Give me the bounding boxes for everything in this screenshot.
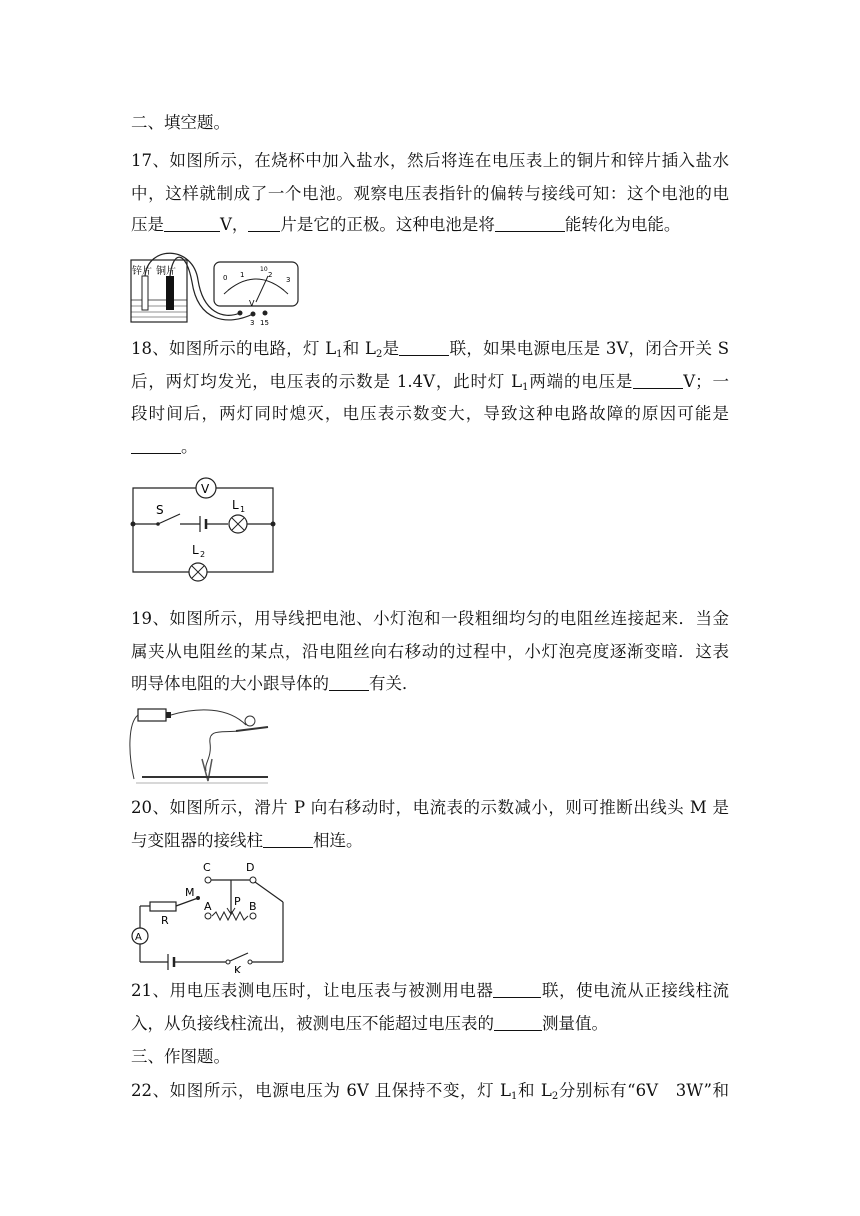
q18-blank-fault[interactable] — [131, 437, 181, 454]
voltmeter-label: V — [201, 482, 210, 496]
q20-line-2: 与变阻器的接线柱 相连。 — [131, 831, 363, 850]
q21-blank-range[interactable] — [494, 1014, 542, 1031]
switch-k-label: K — [234, 964, 242, 973]
q19-line-2: 属夹从电阻丝的某点，沿电阻丝向右移动的过程中，小灯泡亮度逐渐变暗．这表 — [131, 642, 729, 661]
terminal-c-label: C — [203, 861, 211, 874]
q20-line-1: 20、如图所示，滑片 P 向右移动时，电流表的示数减小，则可推断出线头 M 是 — [131, 798, 729, 817]
q17-line-2: 中，这样就制成了一个电池。观察电压表指针的偏转与接线可知：这个电池的电 — [131, 184, 729, 203]
q17-line-1: 17、如图所示，在烧杯中加入盐水，然后将连在电压表上的铜片和锌片插入盐水 — [131, 151, 729, 170]
q18-line-2: 后，两灯均发光，电压表的示数是 1.4V，此时灯 $L_1$两端的电压是 V；一 — [131, 372, 730, 393]
terminal-d-label: D — [246, 861, 255, 874]
q21-line-2: 入，从负接线柱流出，被测电压不能超过电压表的 测量值。 — [131, 1014, 608, 1033]
q19-resistance-wire-figure — [128, 703, 273, 785]
terminal-15-label: 15 — [260, 319, 269, 327]
meter-scale-3: 3 — [286, 276, 291, 284]
terminal-v-label: V — [249, 299, 255, 308]
terminal-3-label: 3 — [250, 319, 255, 327]
q18-blank-voltage[interactable] — [633, 372, 683, 389]
q21-blank-connection[interactable] — [493, 981, 541, 998]
lamp1-label: L — [232, 498, 239, 512]
q21-line-1: 21、用电压表测电压时，让电压表与被测用电器 联，使电流从正接线柱流 — [131, 981, 729, 1000]
q17-text: 压是 — [131, 215, 164, 234]
terminal-b-label: B — [249, 900, 257, 913]
meter-scale-0: 0 — [223, 274, 228, 282]
meter-scale-2: 2 — [268, 271, 273, 279]
meter-scale-1: 1 — [240, 271, 245, 279]
q17-blank-voltage[interactable] — [164, 215, 220, 232]
q17-blank-energy[interactable] — [495, 215, 565, 232]
q17-text: 能转化为电能。 — [564, 215, 681, 234]
meter-scale-outer-10: 10 — [260, 266, 268, 273]
q17-battery-voltmeter-figure — [128, 250, 303, 330]
ammeter-label: A — [135, 932, 142, 943]
switch-label: S — [156, 503, 164, 517]
q19-line-1: 19、如图所示，用导线把电池、小灯泡和一段粗细均匀的电阻丝连接起来．当金 — [131, 609, 729, 628]
resistor-r-label: R — [161, 914, 169, 927]
q18-circuit-figure — [128, 472, 278, 582]
q17-line-3 — [131, 214, 680, 236]
q17-text: 片是它的正极。这种电池是将 — [280, 215, 495, 234]
q18-line-1: 18、如图所示的电路，灯 $L_1$和 $L_2$是 联，如果电源电压是 3V，闭合开关 S — [131, 339, 730, 360]
q18-line-3: 段时间后，两灯同时熄灭，电压表示数变大，导致这种电路故障的原因可能是 — [131, 404, 729, 423]
section-title-drawing: 三、作图题。 — [131, 1047, 230, 1066]
lamp1-sub: 1 — [240, 505, 246, 514]
q17-blank-plate[interactable] — [248, 215, 280, 232]
q19-blank-factor[interactable] — [329, 674, 369, 691]
zinc-label: 锌片 — [132, 266, 152, 277]
q18-line-4: 。 — [131, 436, 198, 458]
lamp2-sub: 2 — [200, 550, 206, 559]
q18-blank-connection[interactable] — [399, 339, 449, 356]
terminal-a-label: A — [204, 900, 212, 913]
q19-line-3: 明导体电阻的大小跟导体的 有关． — [131, 674, 419, 693]
q22-line-1: 22、如图所示，电源电压为 6V 且保持不变，灯 $L_1$和 $L_2$分别标有“6V 3W”和 — [131, 1081, 729, 1102]
section-title-fill-in: 二、填空题。 — [131, 113, 230, 132]
lead-m-label: M — [185, 886, 195, 899]
q20-blank-terminal[interactable] — [263, 831, 313, 848]
lamp2-label: L — [192, 543, 199, 557]
copper-label: 铜片 — [156, 266, 176, 277]
q17-text: V， — [220, 215, 249, 234]
slider-p-label: P — [234, 895, 241, 908]
q20-rheostat-circuit-figure — [128, 858, 293, 973]
